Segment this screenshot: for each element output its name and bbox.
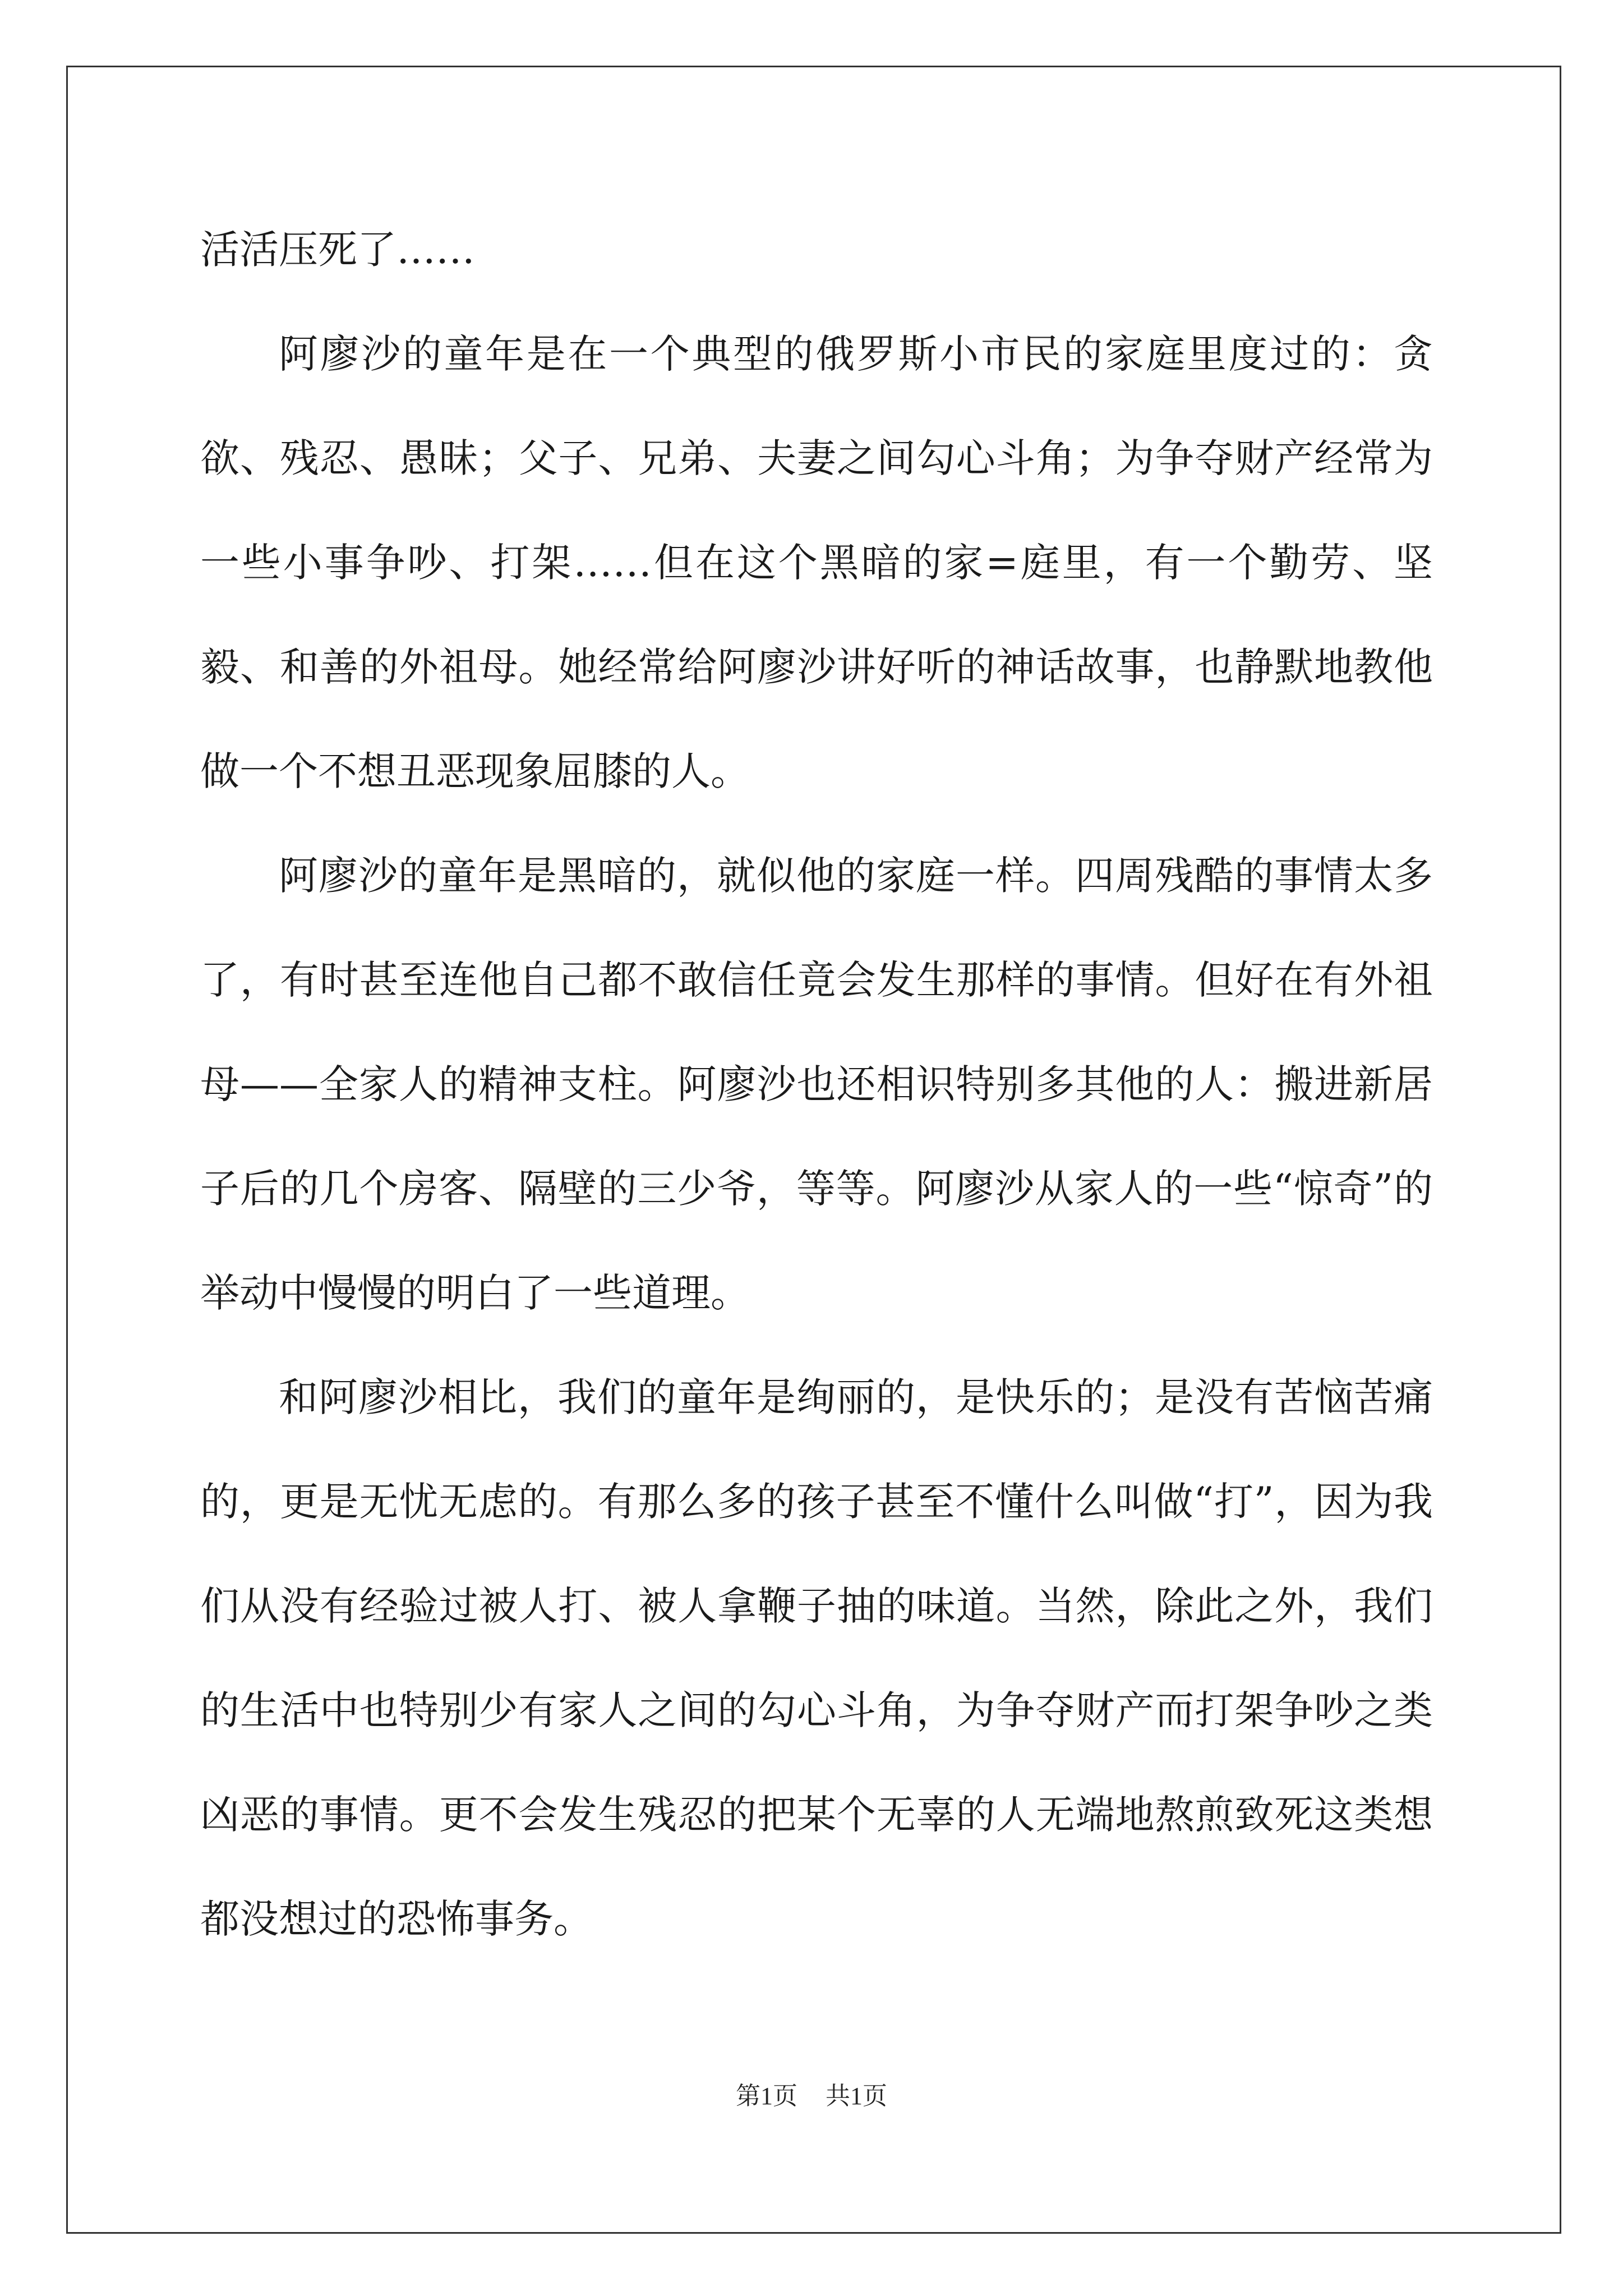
paragraph: 和阿廖沙相比，我们的童年是绚丽的，是快乐的；是没有苦恼苦痛的，更是无忧无虑的。有那么多的孩子甚至不懂什么叫做“打”，因为我们从没有经验过被人打、被人拿鞭子抽的味道。当然，除此之外，我们的生活中也特别少有家人之间的勾心斗角，为争夺财产而打架争吵之类凶恶的事情。更不会发生残忍的把某个无辜的人无端地熬煎致死这类想都没想过的恐怖事务。 [200, 1374, 1433, 1942]
paragraph: 活活压死了…… [200, 227, 475, 273]
page-number: 第1页 [736, 2082, 797, 2110]
paragraph: 阿廖沙的童年是黑暗的，就似他的家庭一样。四周残酷的事情太多了，有时甚至连他自己都不敢信任竟会发生那样的事情。但好在有外祖母——全家人的精神支柱。阿廖沙也还相识特别多其他的人：搬进新居子后的几个房客、隔壁的三少爷，等等。阿廖沙从家人的一些“惊奇”的举动中慢慢的明白了一些道理。 [200, 853, 1433, 1316]
document-body [200, 197, 1433, 1971]
page-footer [0, 2076, 1623, 2111]
paragraph: 阿廖沙的童年是在一个典型的俄罗斯小市民的家庭里度过的：贪欲、残忍、愚昧；父子、兄弟、夫妻之间勾心斗角；为争夺财产经常为一些小事争吵、打架……但在这个黑暗的家=庭里，有一个勤劳、坚毅、和善的外祖母。她经常给阿廖沙讲好听的神话故事，也静默地教他做一个不想丑恶现象屈膝的人。 [200, 331, 1433, 794]
page-total: 共1页 [826, 2082, 887, 2110]
